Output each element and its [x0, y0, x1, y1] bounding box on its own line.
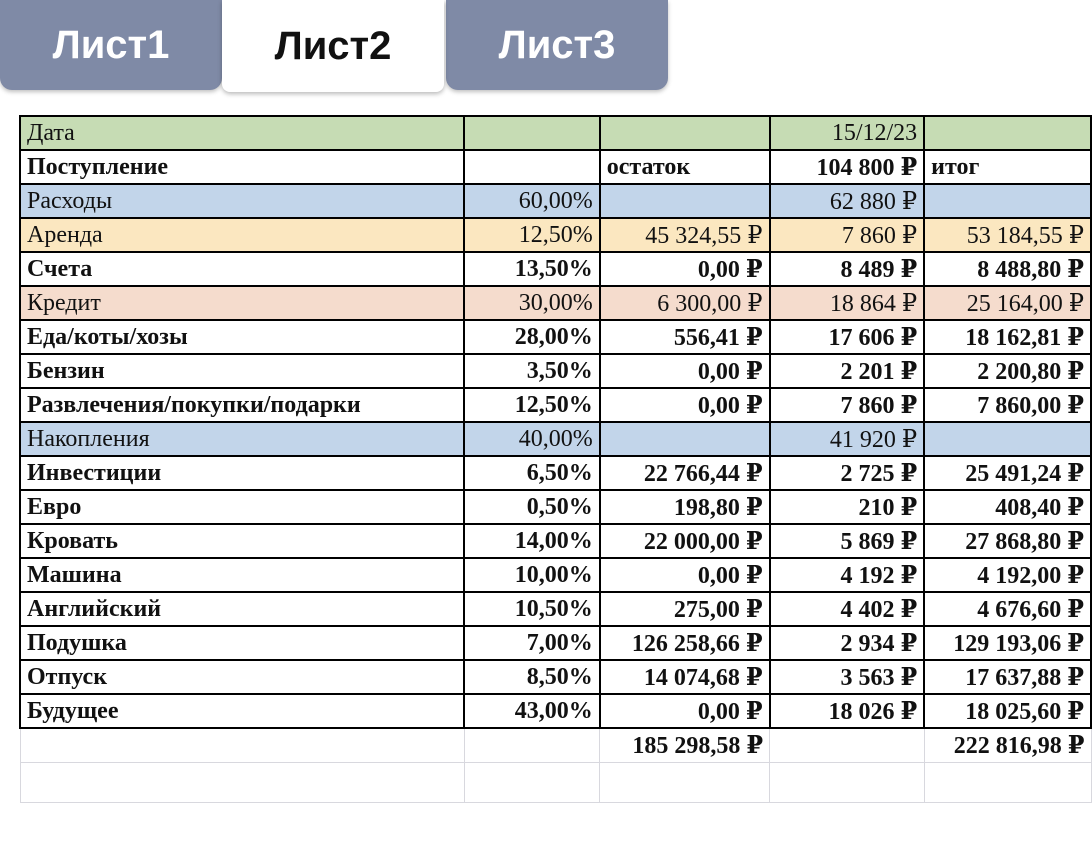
cell[interactable] — [600, 184, 770, 218]
cell[interactable]: итог — [924, 150, 1091, 184]
cell[interactable]: 556,41 ₽ — [600, 320, 770, 354]
cell[interactable] — [600, 116, 770, 150]
cell[interactable]: 4 676,60 ₽ — [924, 592, 1091, 626]
cell[interactable]: Инвестиции — [20, 456, 464, 490]
cell[interactable]: Английский — [20, 592, 464, 626]
cell[interactable]: 2 725 ₽ — [770, 456, 925, 490]
table-row-bills — [20, 252, 1091, 286]
cell[interactable]: 4 192,00 ₽ — [924, 558, 1091, 592]
cell[interactable] — [20, 728, 464, 762]
table-row-english — [20, 592, 1091, 626]
cell[interactable]: 0,50% — [464, 490, 600, 524]
cell[interactable]: Кровать — [20, 524, 464, 558]
cell[interactable] — [770, 728, 925, 762]
cell[interactable]: Бензин — [20, 354, 464, 388]
table-row-bed — [20, 524, 1091, 558]
cell[interactable]: остаток — [600, 150, 770, 184]
cell[interactable]: 2 200,80 ₽ — [924, 354, 1091, 388]
table-row-expenses — [20, 184, 1091, 218]
table-row-empty — [20, 762, 1091, 802]
table-row-invest — [20, 456, 1091, 490]
cell[interactable]: Развлечения/покупки/подарки — [20, 388, 464, 422]
total-result-cell[interactable]: 222 816,98 ₽ — [924, 728, 1091, 762]
cell[interactable]: Счета — [20, 252, 464, 286]
table-row-fuel — [20, 354, 1091, 388]
cell[interactable]: 30,00% — [464, 286, 600, 320]
cell[interactable] — [464, 116, 600, 150]
cell[interactable] — [464, 728, 600, 762]
table-row-fun — [20, 388, 1091, 422]
cell[interactable]: 17 606 ₽ — [770, 320, 925, 354]
cell[interactable]: Еда/коты/хозы — [20, 320, 464, 354]
cell[interactable]: 0,00 ₽ — [600, 558, 770, 592]
cell[interactable]: 7,00% — [464, 626, 600, 660]
table-row-euro — [20, 490, 1091, 524]
cell[interactable]: 62 880 ₽ — [770, 184, 925, 218]
cell[interactable]: 104 800 ₽ — [770, 150, 925, 184]
cell[interactable]: 40,00% — [464, 422, 600, 456]
cell[interactable] — [20, 762, 464, 802]
cell[interactable]: 12,50% — [464, 218, 600, 252]
cell[interactable]: Аренда — [20, 218, 464, 252]
table-row-rent — [20, 218, 1091, 252]
cell[interactable]: 12,50% — [464, 388, 600, 422]
cell[interactable]: Машина — [20, 558, 464, 592]
cell[interactable]: 210 ₽ — [770, 490, 925, 524]
table-row-income — [20, 150, 1091, 184]
cell[interactable] — [600, 422, 770, 456]
table-row-totals — [20, 728, 1091, 762]
cell[interactable] — [924, 762, 1091, 802]
cell[interactable]: 4 402 ₽ — [770, 592, 925, 626]
cell[interactable] — [924, 422, 1091, 456]
cell[interactable]: 13,50% — [464, 252, 600, 286]
cell[interactable]: 22 000,00 ₽ — [600, 524, 770, 558]
cell[interactable]: 0,00 ₽ — [600, 388, 770, 422]
cell[interactable] — [924, 184, 1091, 218]
cell[interactable]: 18 162,81 ₽ — [924, 320, 1091, 354]
cell[interactable]: 5 869 ₽ — [770, 524, 925, 558]
cell[interactable]: 8 489 ₽ — [770, 252, 925, 286]
cell[interactable] — [600, 762, 770, 802]
cell[interactable]: Подушка — [20, 626, 464, 660]
cell[interactable]: 22 766,44 ₽ — [600, 456, 770, 490]
cell[interactable]: Кредит — [20, 286, 464, 320]
cell[interactable] — [770, 762, 925, 802]
cell[interactable]: 25 491,24 ₽ — [924, 456, 1091, 490]
cell[interactable]: 126 258,66 ₽ — [600, 626, 770, 660]
cell[interactable]: 27 868,80 ₽ — [924, 524, 1091, 558]
table-row-future — [20, 694, 1091, 728]
cell[interactable]: 3,50% — [464, 354, 600, 388]
cell[interactable]: 7 860,00 ₽ — [924, 388, 1091, 422]
cell[interactable]: 7 860 ₽ — [770, 388, 925, 422]
cell[interactable]: 14,00% — [464, 524, 600, 558]
cell[interactable]: 41 920 ₽ — [770, 422, 925, 456]
sheet-tab-bar — [0, 0, 1092, 100]
table-row-vacation — [20, 660, 1091, 694]
cell[interactable]: Дата — [20, 116, 464, 150]
cell[interactable]: 4 192 ₽ — [770, 558, 925, 592]
table-row-food — [20, 320, 1091, 354]
table-row-cushion — [20, 626, 1091, 660]
cell[interactable]: Накопления — [20, 422, 464, 456]
cell[interactable]: Поступление — [20, 150, 464, 184]
cell[interactable]: 2 934 ₽ — [770, 626, 925, 660]
cell[interactable]: 17 637,88 ₽ — [924, 660, 1091, 694]
table-row-savings — [20, 422, 1091, 456]
cell[interactable]: 18 026 ₽ — [770, 694, 925, 728]
cell[interactable]: 10,00% — [464, 558, 600, 592]
cell[interactable]: Расходы — [20, 184, 464, 218]
cell[interactable]: Отпуск — [20, 660, 464, 694]
table-row-date — [20, 116, 1091, 150]
cell[interactable]: 28,00% — [464, 320, 600, 354]
cell[interactable]: 0,00 ₽ — [600, 694, 770, 728]
cell[interactable] — [924, 116, 1091, 150]
cell[interactable]: 6,50% — [464, 456, 600, 490]
tab-sheet2[interactable]: Лист2 — [222, 0, 444, 92]
cell[interactable]: 2 201 ₽ — [770, 354, 925, 388]
cell[interactable]: 6 300,00 ₽ — [600, 286, 770, 320]
tab-sheet1[interactable]: Лист1 — [0, 0, 222, 90]
cell[interactable]: 8 488,80 ₽ — [924, 252, 1091, 286]
cell[interactable]: 3 563 ₽ — [770, 660, 925, 694]
cell[interactable] — [464, 762, 600, 802]
cell[interactable] — [464, 150, 600, 184]
cell[interactable]: 198,80 ₽ — [600, 490, 770, 524]
cell[interactable]: 43,00% — [464, 694, 600, 728]
table-row-credit — [20, 286, 1091, 320]
table-row-car — [20, 558, 1091, 592]
cell[interactable]: 15/12/23 — [770, 116, 925, 150]
tab-sheet3[interactable]: Лист3 — [446, 0, 668, 90]
cell[interactable]: 10,50% — [464, 592, 600, 626]
cell[interactable]: 45 324,55 ₽ — [600, 218, 770, 252]
total-remainder-cell[interactable]: 185 298,58 ₽ — [600, 728, 770, 762]
cell[interactable]: 0,00 ₽ — [600, 252, 770, 286]
cell[interactable]: 60,00% — [464, 184, 600, 218]
cell[interactable]: 275,00 ₽ — [600, 592, 770, 626]
cell[interactable]: 0,00 ₽ — [600, 354, 770, 388]
cell[interactable]: 8,50% — [464, 660, 600, 694]
cell[interactable]: 14 074,68 ₽ — [600, 660, 770, 694]
cell[interactable]: 53 184,55 ₽ — [924, 218, 1091, 252]
cell[interactable]: 408,40 ₽ — [924, 490, 1091, 524]
cell[interactable]: 7 860 ₽ — [770, 218, 925, 252]
cell[interactable]: 25 164,00 ₽ — [924, 286, 1091, 320]
cell[interactable]: 18 025,60 ₽ — [924, 694, 1091, 728]
cell[interactable]: 129 193,06 ₽ — [924, 626, 1091, 660]
spreadsheet-grid — [19, 115, 1092, 803]
cell[interactable]: Будущее — [20, 694, 464, 728]
cell[interactable]: Евро — [20, 490, 464, 524]
cell[interactable]: 18 864 ₽ — [770, 286, 925, 320]
